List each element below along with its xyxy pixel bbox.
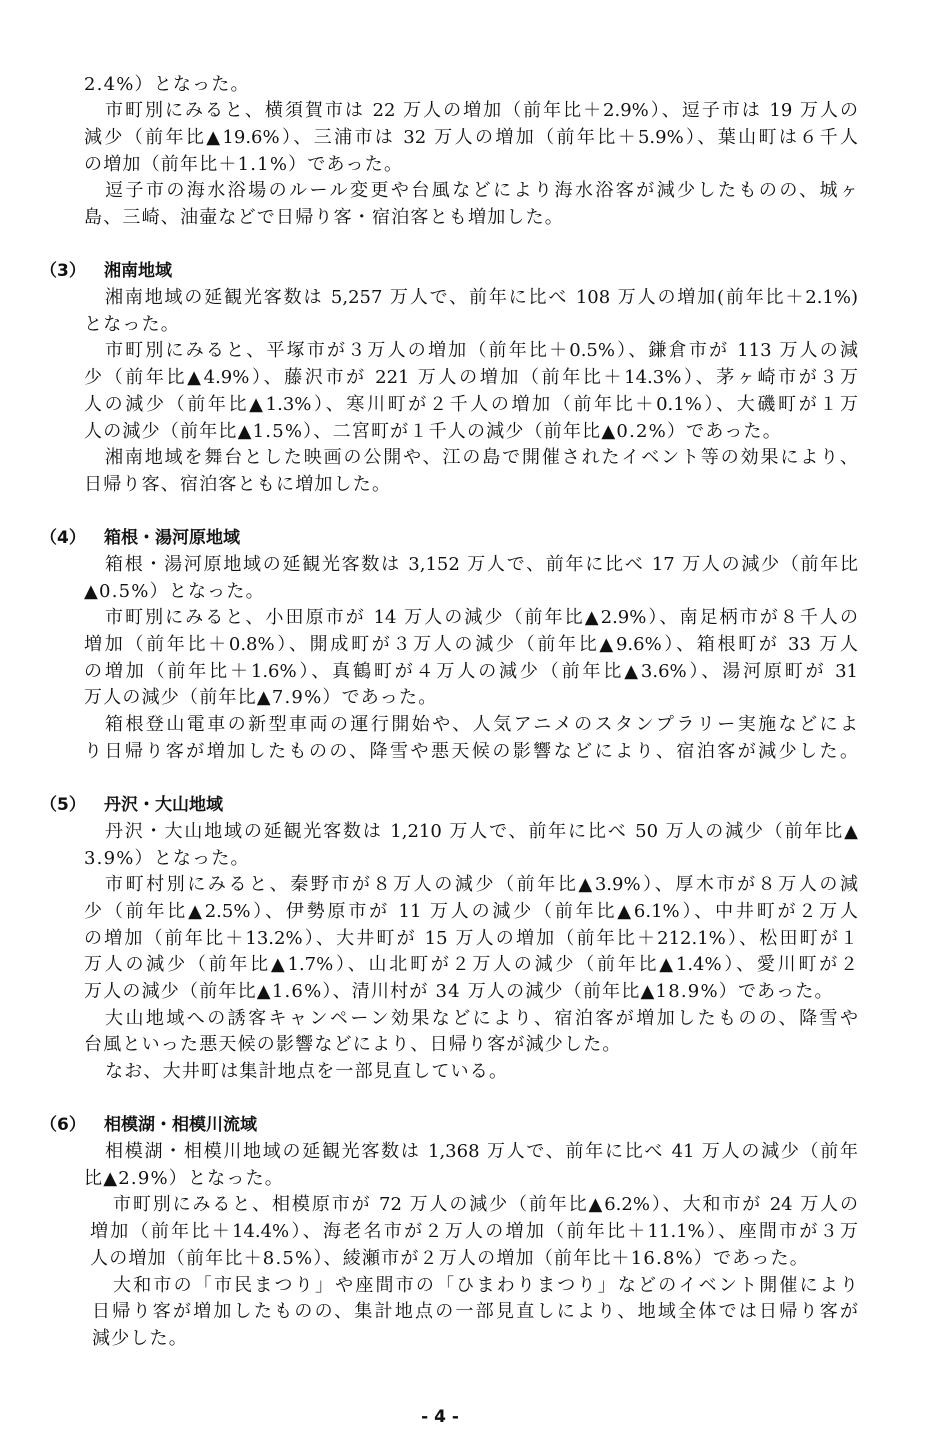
section-heading: [0, 525, 940, 552]
paragraph: [0, 338, 940, 445]
text-line: 人の減少（前年比▲1.3%）、寒川町が２千人の増加（前年比＋0.1%）、大磯町が１万: [84, 393, 858, 415]
intro-block: [0, 72, 940, 232]
section-title: 箱根・湯河原地域: [104, 528, 240, 549]
section-hakone-yugawara: [0, 525, 940, 765]
text-line: 比▲2.9%）となった。: [84, 1167, 284, 1189]
text-line: 湘南地域の延観光客数は 5,257 万人で、前年に比べ 108 万人の増加(前年比＋2.1%): [105, 287, 858, 309]
section-shonan: [0, 258, 940, 498]
section-number: （4）: [40, 528, 86, 549]
section-heading: [0, 1112, 940, 1139]
text-line: 島、三崎、油壷などで日帰り客・宿泊客とも増加した。: [84, 207, 564, 229]
text-line: 大山地域への誘客キャンペーン効果などにより、宿泊客が増加したものの、降雪や: [105, 1007, 858, 1029]
text-line: 日帰り客が増加したものの、集計地点の一部見直しにより、地域全体では日帰り客が: [92, 1301, 858, 1323]
text-line: 人の増加（前年比＋8.5%）、綾瀬市が２万人の増加（前年比＋16.8%）であった。: [90, 1247, 809, 1269]
text-line: 箱根・湯河原地域の延観光客数は 3,152 万人で、前年に比べ 17 万人の減少（前年比: [105, 553, 858, 575]
paragraph: [0, 605, 940, 712]
text-line: 丹沢・大山地域の延観光客数は 1,210 万人で、前年に比べ 50 万人の減少（前年比▲: [105, 820, 858, 842]
text-line: 少（前年比▲4.9%）、藤沢市が 221 万人の増加（前年比＋14.3%）、茅ヶ崎市が３万: [84, 367, 858, 389]
text-line: 減少（前年比▲19.6%）、三浦市は 32 万人の増加（前年比＋5.9%）、葉山町は６千人: [84, 126, 858, 148]
text-line: 市町別にみると、横須賀市は 22 万人の増加（前年比＋2.9%）、逗子市は 19 万人の: [105, 100, 858, 122]
paragraph: [0, 872, 940, 1005]
text-line: 市町村別にみると、秦野市が８万人の減少（前年比▲3.9%）、厚木市が８万人の減: [105, 874, 858, 896]
text-line: 2.4%）となった。: [84, 73, 250, 95]
text-line: り日帰り客が増加したものの、降雪や悪天候の影響などにより、宿泊客が減少した。: [84, 740, 858, 762]
paragraph: [0, 1006, 940, 1059]
text-line: 市町別にみると、相模原市が 72 万人の減少（前年比▲6.2%）、大和市が 24 万人の: [113, 1194, 858, 1216]
text-line: 湘南地域を舞台とした映画の公開や、江の島で開催されたイベント等の効果により、: [105, 447, 858, 469]
text-line: 増加（前年比＋14.4%）、海老名市が２万人の増加（前年比＋11.1%）、座間市が３万: [90, 1221, 858, 1243]
section-title: 相模湖・相模川流域: [104, 1115, 257, 1136]
paragraph: [0, 712, 940, 765]
text-line: の増加（前年比＋13.2%）、大井町が 15 万人の増加（前年比＋212.1%）、松田町が１: [84, 927, 858, 949]
paragraph: [0, 285, 940, 338]
section-number: （6）: [40, 1115, 86, 1136]
paragraph: [0, 1273, 940, 1353]
paragraph: [0, 1139, 940, 1192]
text-line: 市町別にみると、小田原市が 14 万人の減少（前年比▲2.9%）、南足柄市が８千人の: [105, 607, 858, 629]
page-number: - 4 -: [421, 1407, 459, 1427]
section-sagamiko-sagamigawa: [0, 1112, 940, 1352]
section-number: （3）: [40, 261, 86, 282]
text-line: 万人の減少（前年比▲1.6%）、清川村が 34 万人の減少（前年比▲18.9%）であった。: [84, 980, 834, 1002]
section-title: 丹沢・大山地域: [104, 795, 223, 816]
text-line: 日帰り客、宿泊客ともに増加した。: [84, 473, 392, 495]
text-line: の増加（前年比＋1.1%）であった。: [84, 153, 404, 175]
text-line: 台風といった悪天候の影響などにより、日帰り客が減少した。: [84, 1034, 622, 1056]
text-line: 人の減少（前年比▲1.5%）、二宮町が１千人の減少（前年比▲0.2%）であった。: [84, 420, 782, 442]
section-tanzawa-oyama: [0, 792, 940, 1086]
section-title: 湘南地域: [104, 261, 172, 282]
text-line: 減少した。: [92, 1327, 188, 1349]
text-line: 相模湖・相模川地域の延観光客数は 1,368 万人で、前年に比べ 41 万人の減少（前年: [105, 1141, 858, 1163]
paragraph: [0, 98, 940, 178]
text-line: 3.9%）となった。: [84, 847, 250, 869]
paragraph: [0, 552, 940, 605]
paragraph: [0, 819, 940, 872]
section-heading: [0, 792, 940, 819]
text-line: となった。: [84, 313, 180, 335]
text-line: ▲0.5%）となった。: [84, 580, 265, 602]
text-line: 市町別にみると、平塚市が３万人の増加（前年比＋0.5%）、鎌倉市が 113 万人の減: [105, 340, 858, 362]
text-line: なお、大井町は集計地点を一部見直している。: [105, 1061, 509, 1083]
text-line: 万人の減少（前年比▲7.9%）であった。: [84, 687, 438, 709]
text-line: 箱根登山電車の新型車両の運行開始や、人気アニメのスタンプラリー実施などによ: [105, 714, 858, 736]
section-heading: [0, 258, 940, 285]
text-line: の増加（前年比＋1.6%）、真鶴町が４万人の減少（前年比▲3.6%）、湯河原町が 31: [84, 660, 858, 682]
paragraph: [0, 445, 940, 498]
text-line: 少（前年比▲2.5%）、伊勢原市が 11 万人の減少（前年比▲6.1%）、中井町が２万人: [84, 900, 858, 922]
section-number: （5）: [40, 795, 86, 816]
paragraph: [0, 178, 940, 231]
text-line: 増加（前年比＋0.8%）、開成町が３万人の減少（前年比▲9.6%）、箱根町が 33 万人: [84, 634, 858, 656]
text-line: 逗子市の海水浴場のルール変更や台風などにより海水浴客が減少したものの、城ヶ: [105, 180, 858, 202]
paragraph: [0, 1059, 940, 1086]
paragraph: [0, 72, 940, 99]
text-line: 大和市の「市民まつり」や座間市の「ひまわりまつり」などのイベント開催により: [113, 1274, 858, 1296]
paragraph: [0, 1192, 940, 1272]
text-line: 万人の減少（前年比▲1.7%）、山北町が２万人の減少（前年比▲1.4%）、愛川町が２: [84, 954, 858, 976]
